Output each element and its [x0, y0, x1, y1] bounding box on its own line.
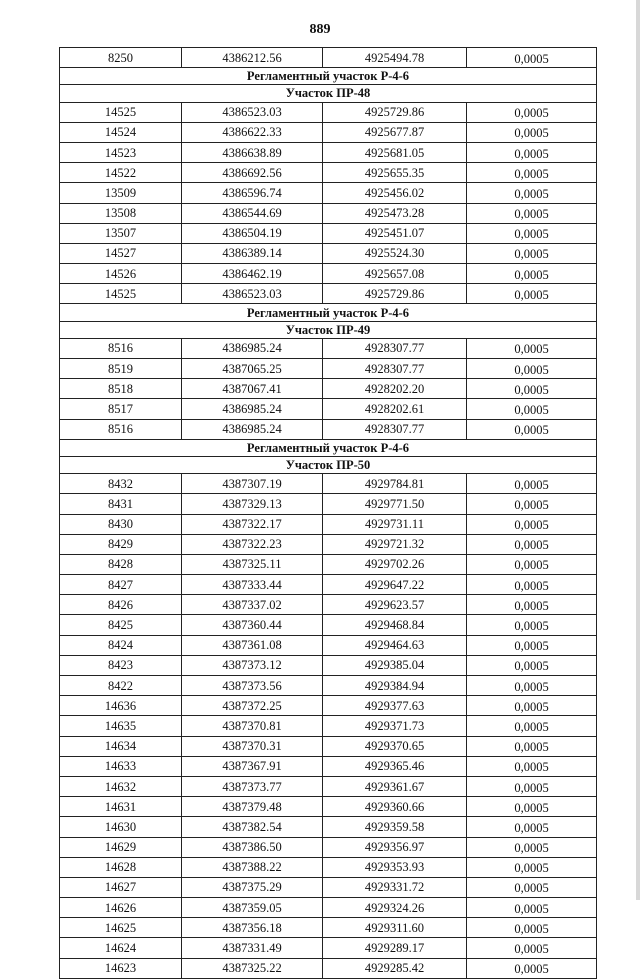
point-number-cell: 14625 [60, 918, 182, 938]
table-row [60, 534, 597, 554]
y-coordinate-cell: 4929331.72 [323, 877, 467, 897]
tolerance-cell: 0,0005 [467, 635, 597, 655]
section-header-row [60, 456, 597, 473]
tolerance-cell: 0,0005 [467, 183, 597, 203]
x-coordinate-cell: 4387329.13 [182, 494, 323, 514]
tolerance-cell: 0,0005 [467, 399, 597, 419]
table-row [60, 918, 597, 938]
tolerance-cell: 0,0005 [467, 474, 597, 494]
table-row [60, 554, 597, 574]
table-row [60, 102, 597, 122]
x-coordinate-cell: 4387356.18 [182, 918, 323, 938]
y-coordinate-cell: 4925494.78 [323, 48, 467, 68]
table-row [60, 756, 597, 776]
table-row [60, 122, 597, 142]
point-number-cell: 8517 [60, 399, 182, 419]
x-coordinate-cell: 4387388.22 [182, 857, 323, 877]
table-row [60, 379, 597, 399]
tolerance-cell: 0,0005 [467, 243, 597, 263]
table-row [60, 575, 597, 595]
point-number-cell: 14523 [60, 142, 182, 162]
y-coordinate-cell: 4925657.08 [323, 264, 467, 284]
x-coordinate-cell: 4387379.48 [182, 797, 323, 817]
point-number-cell: 14624 [60, 938, 182, 958]
tolerance-cell: 0,0005 [467, 514, 597, 534]
tolerance-cell: 0,0005 [467, 102, 597, 122]
point-number-cell: 14524 [60, 122, 182, 142]
point-number-cell: 8250 [60, 48, 182, 68]
section-header-row [60, 68, 597, 85]
point-number-cell: 14627 [60, 877, 182, 897]
point-number-cell: 14634 [60, 736, 182, 756]
x-coordinate-cell: 4387325.22 [182, 958, 323, 978]
tolerance-cell: 0,0005 [467, 676, 597, 696]
table-row [60, 203, 597, 223]
table-row [60, 635, 597, 655]
table-row [60, 419, 597, 439]
x-coordinate-cell: 4387372.25 [182, 696, 323, 716]
tolerance-cell: 0,0005 [467, 122, 597, 142]
x-coordinate-cell: 4387333.44 [182, 575, 323, 595]
y-coordinate-cell: 4929311.60 [323, 918, 467, 938]
y-coordinate-cell: 4929361.67 [323, 776, 467, 796]
point-number-cell: 14630 [60, 817, 182, 837]
y-coordinate-cell: 4929371.73 [323, 716, 467, 736]
tolerance-cell: 0,0005 [467, 163, 597, 183]
x-coordinate-cell: 4386544.69 [182, 203, 323, 223]
tolerance-cell: 0,0005 [467, 338, 597, 358]
table-row [60, 183, 597, 203]
tolerance-cell: 0,0005 [467, 938, 597, 958]
tolerance-cell: 0,0005 [467, 655, 597, 675]
table-row [60, 716, 597, 736]
x-coordinate-cell: 4387375.29 [182, 877, 323, 897]
x-coordinate-cell: 4386985.24 [182, 419, 323, 439]
point-number-cell: 8519 [60, 359, 182, 379]
y-coordinate-cell: 4929285.42 [323, 958, 467, 978]
x-coordinate-cell: 4387067.41 [182, 379, 323, 399]
section-header: Регламентный участок Р-4-6 [60, 439, 597, 456]
x-coordinate-cell: 4387367.91 [182, 756, 323, 776]
table-row [60, 359, 597, 379]
y-coordinate-cell: 4928202.20 [323, 379, 467, 399]
table-row [60, 776, 597, 796]
table-row [60, 938, 597, 958]
table-row [60, 494, 597, 514]
point-number-cell: 14628 [60, 857, 182, 877]
y-coordinate-cell: 4928307.77 [323, 338, 467, 358]
y-coordinate-cell: 4925524.30 [323, 243, 467, 263]
table-row [60, 958, 597, 978]
point-number-cell: 8425 [60, 615, 182, 635]
x-coordinate-cell: 4386985.24 [182, 338, 323, 358]
section-header: Участок ПР-50 [60, 456, 597, 473]
point-number-cell: 8430 [60, 514, 182, 534]
section-header: Участок ПР-48 [60, 85, 597, 102]
point-number-cell: 14631 [60, 797, 182, 817]
point-number-cell: 8518 [60, 379, 182, 399]
y-coordinate-cell: 4929771.50 [323, 494, 467, 514]
y-coordinate-cell: 4929464.63 [323, 635, 467, 655]
y-coordinate-cell: 4929702.26 [323, 554, 467, 574]
y-coordinate-cell: 4925451.07 [323, 223, 467, 243]
x-coordinate-cell: 4387331.49 [182, 938, 323, 958]
x-coordinate-cell: 4386692.56 [182, 163, 323, 183]
tolerance-cell: 0,0005 [467, 898, 597, 918]
point-number-cell: 14629 [60, 837, 182, 857]
y-coordinate-cell: 4929370.65 [323, 736, 467, 756]
y-coordinate-cell: 4929384.94 [323, 676, 467, 696]
table-row [60, 474, 597, 494]
tolerance-cell: 0,0005 [467, 817, 597, 837]
point-number-cell: 14525 [60, 102, 182, 122]
tolerance-cell: 0,0005 [467, 534, 597, 554]
tolerance-cell: 0,0005 [467, 554, 597, 574]
tolerance-cell: 0,0005 [467, 223, 597, 243]
table-row [60, 696, 597, 716]
table-row [60, 837, 597, 857]
tolerance-cell: 0,0005 [467, 716, 597, 736]
y-coordinate-cell: 4928307.77 [323, 419, 467, 439]
tolerance-cell: 0,0005 [467, 958, 597, 978]
scan-edge [636, 0, 640, 900]
tolerance-cell: 0,0005 [467, 264, 597, 284]
y-coordinate-cell: 4929353.93 [323, 857, 467, 877]
point-number-cell: 14526 [60, 264, 182, 284]
table-row [60, 676, 597, 696]
point-number-cell: 8423 [60, 655, 182, 675]
x-coordinate-cell: 4387307.19 [182, 474, 323, 494]
table-row [60, 514, 597, 534]
tolerance-cell: 0,0005 [467, 595, 597, 615]
table-row [60, 595, 597, 615]
x-coordinate-cell: 4387373.56 [182, 676, 323, 696]
y-coordinate-cell: 4928307.77 [323, 359, 467, 379]
point-number-cell: 14522 [60, 163, 182, 183]
x-coordinate-cell: 4387065.25 [182, 359, 323, 379]
tolerance-cell: 0,0005 [467, 419, 597, 439]
tolerance-cell: 0,0005 [467, 284, 597, 304]
y-coordinate-cell: 4929721.32 [323, 534, 467, 554]
point-number-cell: 13509 [60, 183, 182, 203]
y-coordinate-cell: 4929385.04 [323, 655, 467, 675]
table-row [60, 223, 597, 243]
table-row [60, 615, 597, 635]
x-coordinate-cell: 4387361.08 [182, 635, 323, 655]
y-coordinate-cell: 4929289.17 [323, 938, 467, 958]
table-row [60, 736, 597, 756]
point-number-cell: 8427 [60, 575, 182, 595]
tolerance-cell: 0,0005 [467, 359, 597, 379]
section-header-row [60, 321, 597, 338]
point-number-cell: 14623 [60, 958, 182, 978]
section-header-row [60, 85, 597, 102]
x-coordinate-cell: 4387373.12 [182, 655, 323, 675]
point-number-cell: 13508 [60, 203, 182, 223]
x-coordinate-cell: 4386212.56 [182, 48, 323, 68]
table-row [60, 817, 597, 837]
y-coordinate-cell: 4925456.02 [323, 183, 467, 203]
page-number: 889 [309, 22, 331, 37]
tolerance-cell: 0,0005 [467, 48, 597, 68]
x-coordinate-cell: 4386596.74 [182, 183, 323, 203]
y-coordinate-cell: 4929468.84 [323, 615, 467, 635]
section-header: Регламентный участок Р-4-6 [60, 304, 597, 321]
x-coordinate-cell: 4387337.02 [182, 595, 323, 615]
table-row [60, 142, 597, 162]
y-coordinate-cell: 4925655.35 [323, 163, 467, 183]
y-coordinate-cell: 4929365.46 [323, 756, 467, 776]
point-number-cell: 14525 [60, 284, 182, 304]
x-coordinate-cell: 4386638.89 [182, 142, 323, 162]
x-coordinate-cell: 4387325.11 [182, 554, 323, 574]
table-row [60, 338, 597, 358]
tolerance-cell: 0,0005 [467, 379, 597, 399]
point-number-cell: 14527 [60, 243, 182, 263]
tolerance-cell: 0,0005 [467, 203, 597, 223]
table-row [60, 264, 597, 284]
tolerance-cell: 0,0005 [467, 918, 597, 938]
x-coordinate-cell: 4387322.23 [182, 534, 323, 554]
point-number-cell: 8428 [60, 554, 182, 574]
point-number-cell: 8431 [60, 494, 182, 514]
y-coordinate-cell: 4925729.86 [323, 102, 467, 122]
x-coordinate-cell: 4386523.03 [182, 102, 323, 122]
tolerance-cell: 0,0005 [467, 756, 597, 776]
section-header: Регламентный участок Р-4-6 [60, 68, 597, 85]
y-coordinate-cell: 4929731.11 [323, 514, 467, 534]
y-coordinate-cell: 4928202.61 [323, 399, 467, 419]
x-coordinate-cell: 4386622.33 [182, 122, 323, 142]
tolerance-cell: 0,0005 [467, 696, 597, 716]
x-coordinate-cell: 4387359.05 [182, 898, 323, 918]
table-row [60, 898, 597, 918]
y-coordinate-cell: 4929324.26 [323, 898, 467, 918]
section-header-row [60, 304, 597, 321]
table-row [60, 797, 597, 817]
tolerance-cell: 0,0005 [467, 837, 597, 857]
x-coordinate-cell: 4387386.50 [182, 837, 323, 857]
table-row [60, 655, 597, 675]
point-number-cell: 8424 [60, 635, 182, 655]
y-coordinate-cell: 4925729.86 [323, 284, 467, 304]
point-number-cell: 8516 [60, 338, 182, 358]
y-coordinate-cell: 4925677.87 [323, 122, 467, 142]
y-coordinate-cell: 4929356.97 [323, 837, 467, 857]
x-coordinate-cell: 4387370.81 [182, 716, 323, 736]
tolerance-cell: 0,0005 [467, 797, 597, 817]
y-coordinate-cell: 4929623.57 [323, 595, 467, 615]
section-header-row [60, 439, 597, 456]
y-coordinate-cell: 4929359.58 [323, 817, 467, 837]
point-number-cell: 14636 [60, 696, 182, 716]
y-coordinate-cell: 4929784.81 [323, 474, 467, 494]
y-coordinate-cell: 4929360.66 [323, 797, 467, 817]
coordinates-table [59, 47, 597, 979]
table-row [60, 163, 597, 183]
y-coordinate-cell: 4929377.63 [323, 696, 467, 716]
table-row [60, 48, 597, 68]
point-number-cell: 8429 [60, 534, 182, 554]
section-header: Участок ПР-49 [60, 321, 597, 338]
tolerance-cell: 0,0005 [467, 494, 597, 514]
point-number-cell: 14626 [60, 898, 182, 918]
table-row [60, 284, 597, 304]
y-coordinate-cell: 4925473.28 [323, 203, 467, 223]
point-number-cell: 14635 [60, 716, 182, 736]
x-coordinate-cell: 4387360.44 [182, 615, 323, 635]
table-row [60, 857, 597, 877]
tolerance-cell: 0,0005 [467, 615, 597, 635]
y-coordinate-cell: 4925681.05 [323, 142, 467, 162]
table-row [60, 243, 597, 263]
tolerance-cell: 0,0005 [467, 736, 597, 756]
x-coordinate-cell: 4387382.54 [182, 817, 323, 837]
tolerance-cell: 0,0005 [467, 575, 597, 595]
x-coordinate-cell: 4386389.14 [182, 243, 323, 263]
tolerance-cell: 0,0005 [467, 857, 597, 877]
point-number-cell: 8422 [60, 676, 182, 696]
x-coordinate-cell: 4386985.24 [182, 399, 323, 419]
table-row [60, 399, 597, 419]
x-coordinate-cell: 4387322.17 [182, 514, 323, 534]
x-coordinate-cell: 4386523.03 [182, 284, 323, 304]
point-number-cell: 8426 [60, 595, 182, 615]
point-number-cell: 13507 [60, 223, 182, 243]
x-coordinate-cell: 4386504.19 [182, 223, 323, 243]
tolerance-cell: 0,0005 [467, 877, 597, 897]
tolerance-cell: 0,0005 [467, 142, 597, 162]
x-coordinate-cell: 4387370.31 [182, 736, 323, 756]
point-number-cell: 8516 [60, 419, 182, 439]
tolerance-cell: 0,0005 [467, 776, 597, 796]
point-number-cell: 14633 [60, 756, 182, 776]
point-number-cell: 14632 [60, 776, 182, 796]
table-row [60, 877, 597, 897]
x-coordinate-cell: 4387373.77 [182, 776, 323, 796]
y-coordinate-cell: 4929647.22 [323, 575, 467, 595]
x-coordinate-cell: 4386462.19 [182, 264, 323, 284]
point-number-cell: 8432 [60, 474, 182, 494]
